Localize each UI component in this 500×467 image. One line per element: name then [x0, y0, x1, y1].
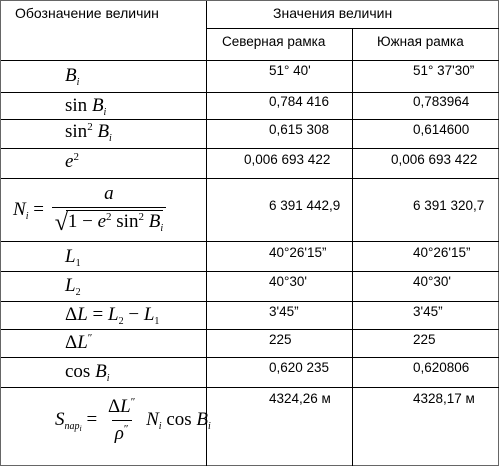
symbol-delta-L-seconds: ΔL″: [65, 332, 93, 353]
value-north-text: 4324,26 м: [269, 391, 331, 406]
symbol-S-formula: $S_{пар_i}$ = $\frac{\Delta L''}{\rho''}$ $N_i$ $\cos B_i$: [55, 396, 211, 444]
value-north: 3'45”: [269, 304, 299, 319]
symbol-e2: $e^2$: [65, 151, 79, 172]
symbol-sin2-B: $\sin^2 B_i$: [65, 121, 112, 144]
row-divider: [1, 92, 499, 93]
symbol-sin-B: $\sin B_i$: [65, 95, 107, 118]
row-divider: [1, 148, 499, 149]
symbol-delta-L: $\Delta L = L_2 - L_1$: [65, 304, 160, 327]
value-north: 40°30': [269, 274, 308, 289]
header-north-frame: Северная рамка: [222, 34, 326, 49]
symbol-L2: $L_2$: [65, 275, 81, 298]
value-south: 0,614600: [413, 122, 470, 137]
row-divider: [1, 60, 499, 61]
value-south: 225: [413, 332, 436, 347]
value-north: 0,006 693 422: [244, 152, 331, 167]
value-south: 40°30': [413, 274, 452, 289]
symbol-L1: $L_1$: [65, 246, 81, 269]
value-south: 6 391 320,7: [413, 198, 485, 213]
row-divider: [1, 301, 499, 302]
value-south: 51° 37'30”: [413, 63, 475, 78]
value-north: [269, 391, 331, 406]
value-south-text: 4328,17 м: [413, 391, 475, 406]
value-south: 0,006 693 422: [391, 152, 478, 167]
symbol-S-formula-clip: [1, 388, 211, 466]
value-south: 0,620806: [413, 360, 470, 375]
row-divider: [1, 178, 499, 179]
symbol-cos-B: $\cos B_i$: [65, 361, 110, 384]
value-south: 40°26'15”: [413, 245, 471, 260]
value-north: 0,615 308: [269, 122, 330, 137]
column-divider: [352, 28, 353, 466]
value-south: 0,783964: [413, 94, 470, 109]
row-divider: [1, 119, 499, 120]
row-divider: [1, 357, 499, 358]
row-divider: [1, 271, 499, 272]
symbol-N-formula: $N_i$ = $\frac{a}{√1 - e^2 \sin^2 B_i}$: [13, 183, 169, 237]
value-north: 225: [269, 332, 292, 347]
header-south-frame: Южная рамка: [377, 34, 464, 49]
value-north: 51° 40': [269, 63, 311, 78]
row-divider: [1, 329, 499, 330]
value-north: 0,784 416: [269, 94, 330, 109]
header-designation: Обозначение величин: [15, 5, 159, 21]
row-divider: [1, 241, 499, 242]
value-north: 40°26'15”: [269, 245, 327, 260]
symbol-B: $B_i$: [65, 65, 80, 88]
value-north: 0,620 235: [269, 360, 330, 375]
header-values: Значения величин: [273, 5, 393, 21]
value-south: 3'45”: [413, 304, 443, 319]
value-north: 6 391 442,9: [269, 198, 341, 213]
value-south: [413, 391, 475, 406]
